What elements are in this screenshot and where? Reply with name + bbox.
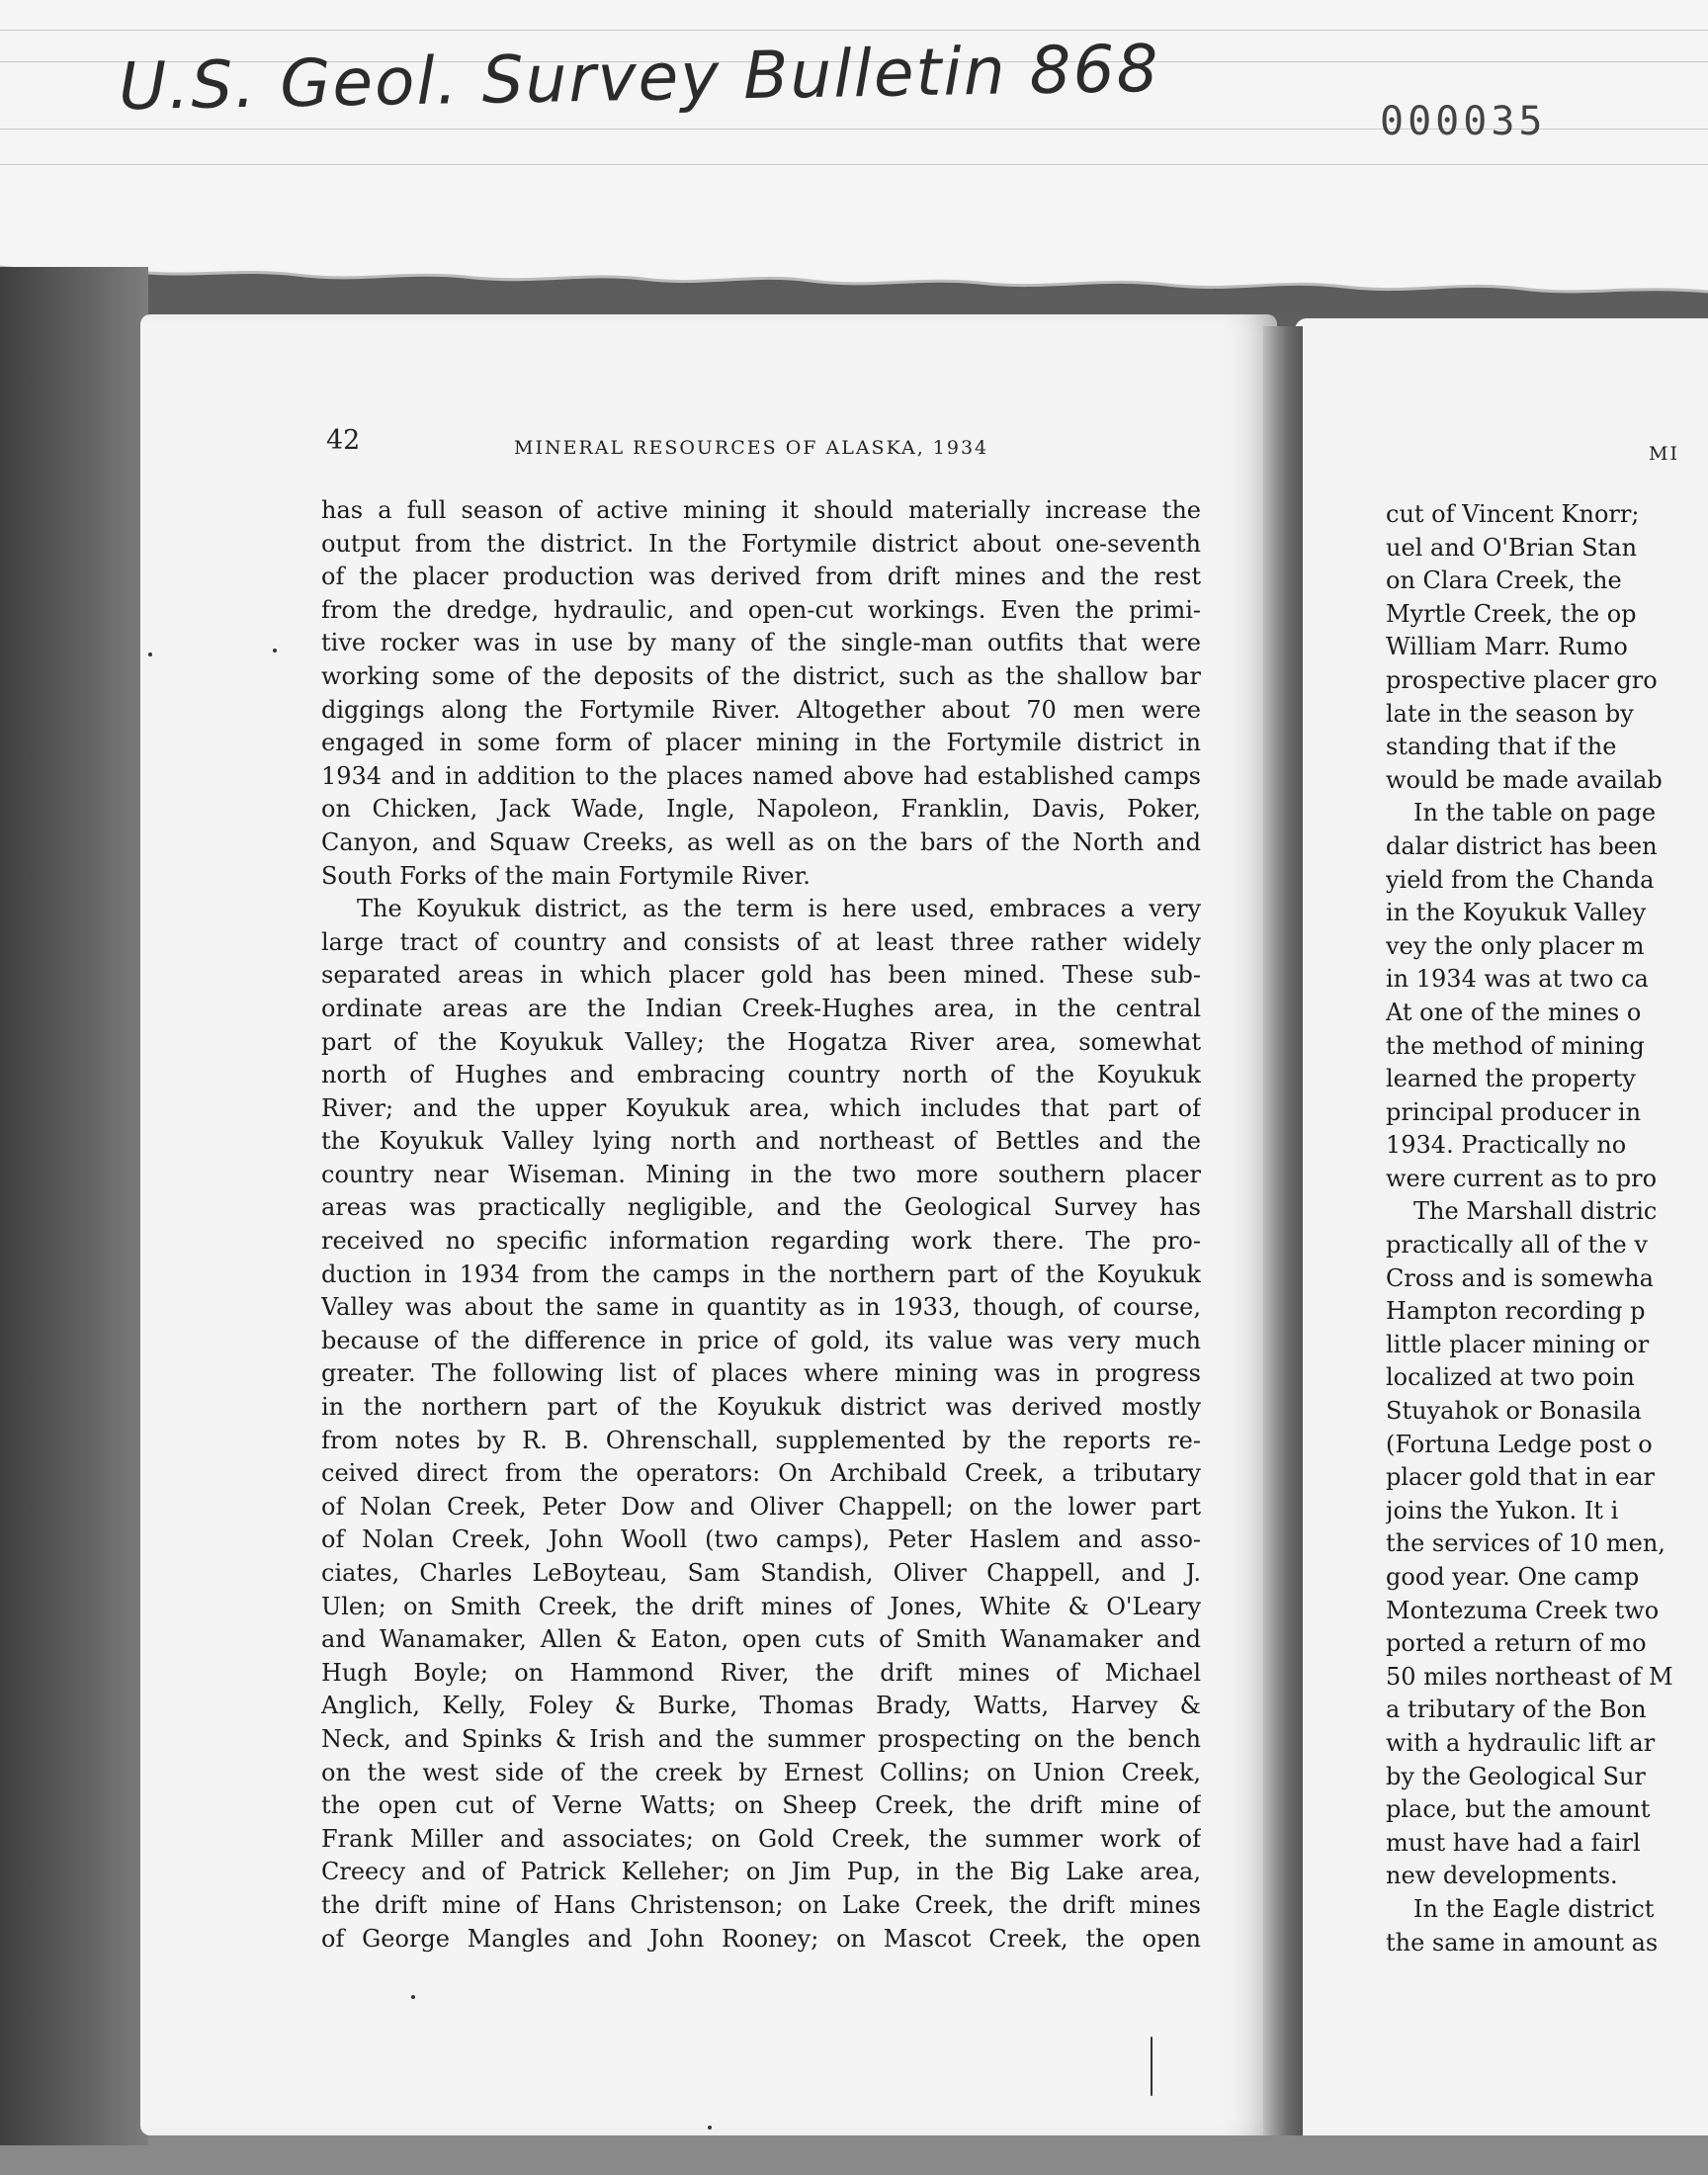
speck (148, 652, 152, 656)
book-gutter (1263, 326, 1303, 2135)
text-line: greater. The following list of places where mining was in progress (321, 1359, 1201, 1388)
speck (411, 1995, 415, 1999)
text-line: Montezuma Creek two (1386, 1596, 1660, 1624)
text-line: of the placer production was derived from drift mines and the rest (321, 563, 1201, 591)
text-line: Myrtle Creek, the op (1386, 599, 1637, 628)
text-line: on the west side of the creek by Ernest Collins; on Union Creek, (321, 1758, 1201, 1786)
text-line: River; and the upper Koyukuk area, which includes that part of (321, 1093, 1201, 1122)
text-line: tive rocker was in use by many of the single-man outfits that were (321, 629, 1201, 657)
text-line: localized at two poin (1386, 1363, 1635, 1392)
text-line: Valley was about the same in quantity as in 1933, though, of course, (321, 1293, 1201, 1322)
text-line: joins the Yukon. It i (1386, 1496, 1619, 1524)
text-line: the services of 10 men, (1386, 1529, 1665, 1558)
text-line: the open cut of Verne Watts; on Sheep Creek, the drift mine of (321, 1791, 1201, 1820)
text-line: 1934 and in addition to the places named above had established camps (321, 761, 1201, 790)
text-line: large tract of country and consists of at least three rather widely (321, 927, 1201, 956)
text-line: in the northern part of the Koyukuk district was derived mostly (321, 1393, 1201, 1422)
text-line: must have had a fairl (1386, 1828, 1641, 1857)
text-line: At one of the mines o (1386, 998, 1642, 1026)
text-line: engaged in some form of placer mining in the Fortymile district in (321, 729, 1201, 757)
pen-mark (1151, 2037, 1153, 2096)
body-text (321, 494, 1201, 1956)
text-line: the method of mining (1386, 1031, 1645, 1060)
text-line: by the Geological Sur (1386, 1762, 1646, 1790)
text-line: duction in 1934 from the camps in the northern part of the Koyukuk (321, 1260, 1201, 1288)
handwritten-title: U.S. Geol. Survey Bulletin 868 (118, 30, 1161, 126)
text-line: has a full season of active mining it should materially increase the (321, 496, 1201, 524)
text-line: South Forks of the main Fortymile River. (321, 861, 811, 890)
text-line: ceived direct from the operators: On Archibald Creek, a tributary (321, 1459, 1201, 1488)
text-line: good year. One camp (1386, 1563, 1640, 1591)
text-line: standing that if the (1386, 733, 1617, 761)
text-line: the Koyukuk Valley lying north and northeast of Bettles and the (321, 1127, 1201, 1156)
text-line: vey the only placer m (1386, 931, 1645, 960)
text-line: Cross and is somewha (1386, 1263, 1654, 1292)
text-line: would be made availab (1386, 765, 1663, 794)
text-line: the same in amount as (1386, 1928, 1659, 1957)
text-line: learned the property (1386, 1065, 1636, 1093)
text-line: William Marr. Rumo (1386, 633, 1628, 661)
text-line: a tributary of the Bon (1386, 1696, 1647, 1724)
text-line: In the Eagle district (1413, 1894, 1655, 1923)
text-line: on Chicken, Jack Wade, Ingle, Napoleon, Franklin, Davis, Poker, (321, 795, 1201, 824)
text-line: Anglich, Kelly, Foley & Burke, Thomas Brady, Watts, Harvey & (321, 1692, 1201, 1720)
text-line: ciates, Charles LeBoyteau, Sam Standish, Oliver Chappell, and J. (321, 1559, 1201, 1587)
text-line: Hampton recording p (1386, 1297, 1646, 1326)
text-line: north of Hughes and embracing country north of the Koyukuk (321, 1061, 1201, 1089)
text-line: The Marshall distric (1413, 1197, 1658, 1226)
text-line: Canyon, and Squaw Creeks, as well as on the bars of the North and (321, 827, 1201, 856)
text-line: received no specific information regarding work there. The pro- (321, 1227, 1201, 1256)
text-line: In the table on page (1413, 799, 1657, 827)
text-line: areas was practically negligible, and the Geological Survey has (321, 1193, 1201, 1222)
text-line: new developments. (1386, 1862, 1618, 1890)
ruled-line (0, 164, 1708, 165)
page-number: 42 (326, 425, 361, 456)
text-line: (Fortuna Ledge post o (1386, 1430, 1653, 1458)
text-line: of George Mangles and John Rooney; on Mascot Creek, the open (321, 1924, 1201, 1953)
text-line: 50 miles northeast of M (1386, 1662, 1673, 1691)
text-line: prospective placer gro (1386, 665, 1658, 694)
text-line: principal producer in (1386, 1097, 1642, 1126)
text-line: The Koyukuk district, as the term is here used, embraces a very (357, 895, 1201, 923)
text-line: little placer mining or (1386, 1330, 1650, 1358)
text-line: and Wanamaker, Allen & Eaton, open cuts of Smith Wanamaker and (321, 1625, 1201, 1654)
text-line: ported a return of mo (1386, 1629, 1647, 1658)
text-line: Stuyahok or Bonasila (1386, 1397, 1642, 1426)
text-line: yield from the Chanda (1386, 865, 1655, 894)
text-line: dalar district has been (1386, 831, 1658, 860)
text-line: late in the season by (1386, 699, 1634, 728)
text-line: working some of the deposits of the district, such as the shallow bar (321, 661, 1201, 690)
text-line: on Clara Creek, the (1386, 566, 1622, 595)
text-line: separated areas in which placer gold has been mined. These sub- (321, 961, 1201, 990)
text-line: Creecy and of Patrick Kelleher; on Jim Pup, in the Big Lake area, (321, 1858, 1201, 1886)
stamp-number: 000035 (1380, 99, 1547, 144)
speck (273, 649, 277, 652)
text-line: of Nolan Creek, John Wooll (two camps), Peter Haslem and asso- (321, 1525, 1201, 1554)
text-line: country near Wiseman. Mining in the two more southern placer (321, 1160, 1201, 1188)
running-head: MINERAL RESOURCES OF ALASKA, 1934 (514, 437, 989, 459)
text-line: in 1934 was at two ca (1386, 965, 1649, 994)
text-line: practically all of the v (1386, 1231, 1648, 1260)
text-line: were current as to pro (1386, 1164, 1658, 1192)
text-line: 1934. Practically no (1386, 1131, 1627, 1160)
text-line: Hugh Boyle; on Hammond River, the drift mines of Michael (321, 1658, 1201, 1687)
torn-paper-edge (0, 198, 1708, 316)
text-line: output from the district. In the Fortymile district about one-seventh (321, 529, 1201, 558)
text-line: because of the difference in price of gold, its value was very much (321, 1326, 1201, 1354)
text-line: uel and O'Brian Stan (1386, 533, 1638, 562)
text-line: ordinate areas are the Indian Creek-Hughes area, in the central (321, 994, 1201, 1022)
text-line: Neck, and Spinks & Irish and the summer prospecting on the bench (321, 1724, 1201, 1753)
text-line: placer gold that in ear (1386, 1463, 1656, 1492)
text-line: Ulen; on Smith Creek, the drift mines of Jones, White & O'Leary (321, 1592, 1201, 1620)
text-line: with a hydraulic lift ar (1386, 1728, 1656, 1757)
text-line: part of the Koyukuk Valley; the Hogatza River area, somewhat (321, 1027, 1201, 1056)
text-line: of Nolan Creek, Peter Dow and Oliver Chappell; on the lower part (321, 1492, 1201, 1521)
speck (708, 2126, 712, 2130)
text-line: diggings along the Fortymile River. Altogether about 70 men were (321, 695, 1201, 724)
facing-body-text (1386, 498, 1708, 1959)
text-line: the drift mine of Hans Christenson; on Lake Creek, the drift mines (321, 1890, 1201, 1919)
text-line: in the Koyukuk Valley (1386, 899, 1647, 927)
left-shadow (0, 267, 148, 2145)
text-line: place, but the amount (1386, 1795, 1651, 1824)
ruled-line (0, 30, 1708, 31)
text-line: from notes by R. B. Ohrenschall, supplemented by the reports re- (321, 1426, 1201, 1454)
text-line: cut of Vincent Knorr; (1386, 500, 1640, 528)
facing-running-head: MI (1649, 443, 1679, 465)
text-line: from the dredge, hydraulic, and open-cut workings. Even the primi- (321, 595, 1201, 624)
text-line: Frank Miller and associates; on Gold Creek, the summer work of (321, 1824, 1201, 1853)
